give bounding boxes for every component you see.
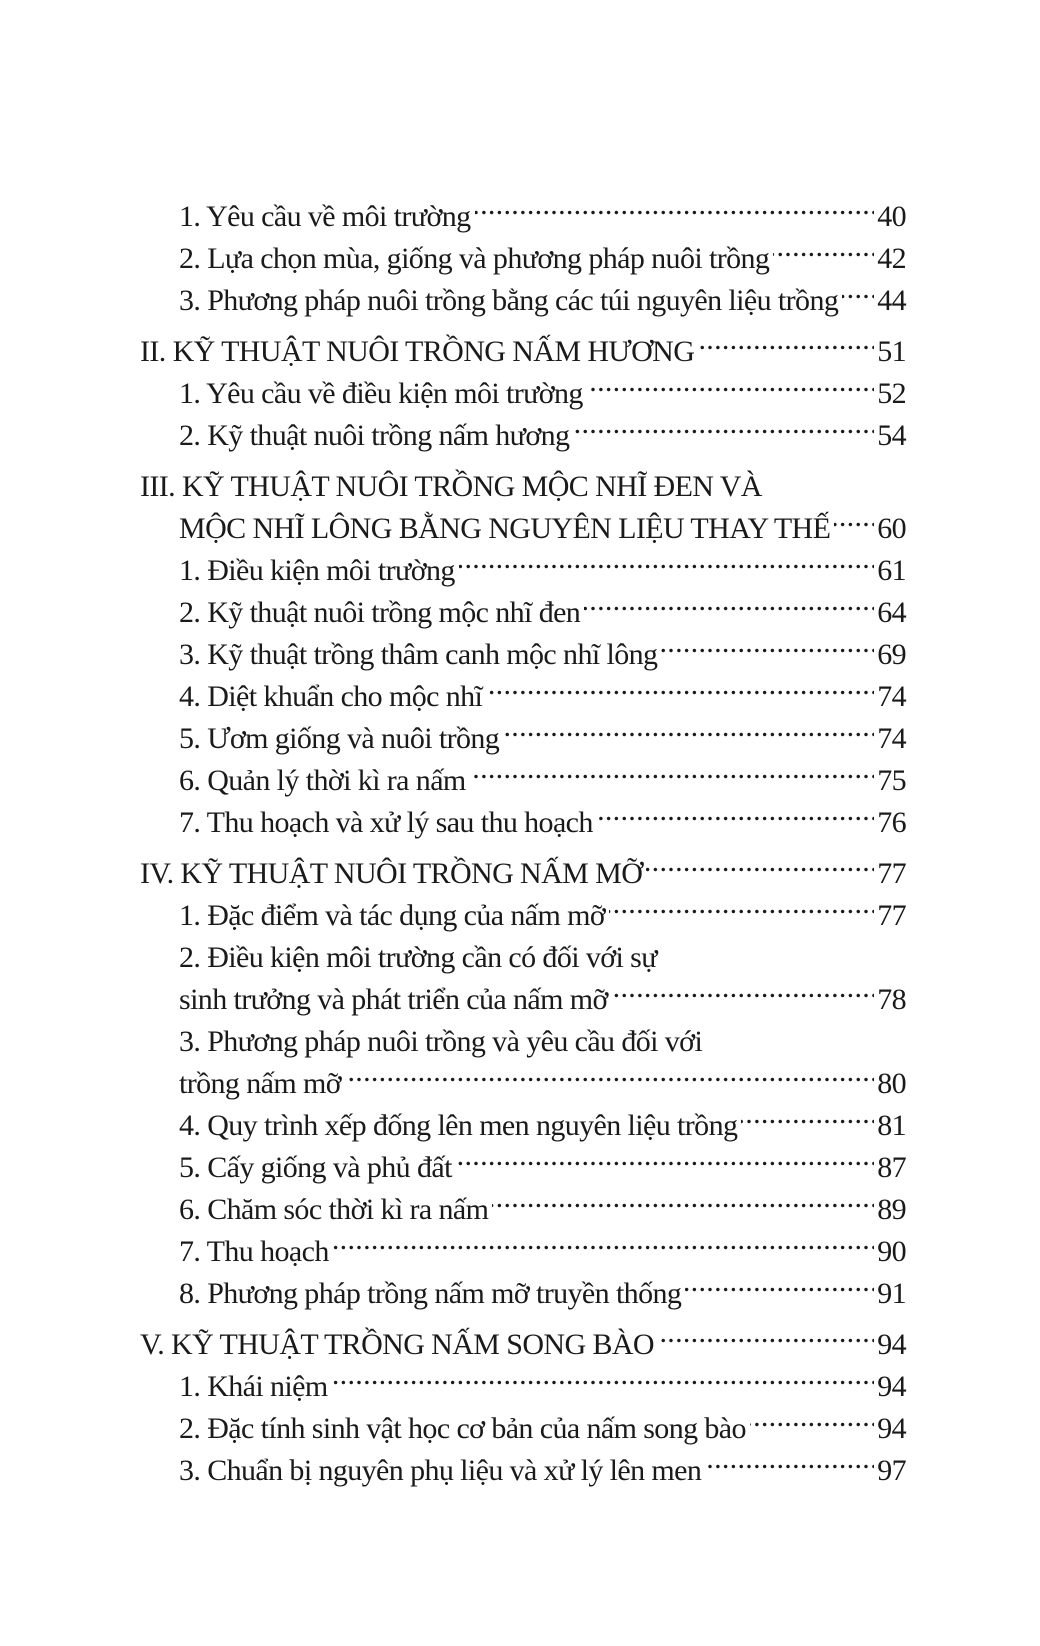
dot-leader (773, 238, 874, 268)
toc-entry-page: 74 (877, 680, 906, 713)
dot-leader (459, 550, 874, 580)
toc-entry-page: 74 (877, 722, 906, 755)
dot-leader (584, 592, 874, 622)
toc-section-heading[interactable] (140, 466, 906, 508)
toc-section-title: IV. KỸ THUẬT NUÔI TRỒNG NẤM MỠ (140, 857, 643, 890)
toc-section-heading-continuation[interactable] (140, 508, 906, 550)
toc-entry-title: sinh trưởng và phát triển của nấm mỡ (179, 983, 608, 1016)
toc-section-title: III. KỸ THUẬT NUÔI TRỒNG MỘC NHĨ ĐEN VÀ (140, 470, 762, 503)
toc-entry-page: 77 (877, 899, 906, 932)
toc-entry-title: trồng nấm mỡ (179, 1067, 341, 1100)
dot-leader (741, 1105, 874, 1135)
toc-entry-page: 91 (877, 1277, 906, 1310)
toc-entry-title: 4. Quy trình xếp đống lên men nguyên liệu trồng (179, 1109, 738, 1142)
toc-entry-page: 90 (877, 1235, 906, 1268)
toc-entry-page: 94 (877, 1328, 906, 1361)
dot-leader (661, 634, 874, 664)
toc-entry-title: 2. Đặc tính sinh vật học cơ bản của nấm song bào (179, 1412, 746, 1445)
dot-leader (646, 853, 874, 883)
toc-entry-title: 1. Yêu cầu về điều kiện môi trường (179, 377, 583, 410)
toc-entry[interactable] (140, 1231, 906, 1273)
toc-entry-title: 6. Quản lý thời kì ra nấm (179, 764, 466, 797)
toc-entry-page: 44 (877, 284, 906, 317)
toc-entry[interactable] (140, 676, 906, 718)
toc-entry[interactable] (140, 760, 906, 802)
toc-entry-page: 52 (877, 377, 906, 410)
toc-entry-page: 60 (877, 512, 906, 545)
toc-entry-page: 75 (877, 764, 906, 797)
toc-entry-title: 2. Kỹ thuật nuôi trồng mộc nhĩ đen (179, 596, 581, 629)
toc-entry-page: 61 (877, 554, 906, 587)
toc-entry-title: 4. Diệt khuẩn cho mộc nhĩ (179, 680, 483, 713)
toc-entry[interactable] (140, 1366, 906, 1408)
toc-entry[interactable] (140, 1408, 906, 1450)
toc-entry[interactable] (140, 373, 906, 415)
toc-entry-title: 7. Thu hoạch (179, 1235, 329, 1268)
dot-leader (573, 415, 874, 445)
toc-entry[interactable] (140, 1021, 906, 1063)
dot-leader (503, 718, 874, 748)
toc-entry-title: 3. Phương pháp nuôi trồng và yêu cầu đối với (179, 1025, 703, 1058)
dot-leader (486, 676, 874, 706)
toc-section-title: II. KỸ THUẬT NUÔI TRỒNG NẤM HƯƠNG (140, 335, 695, 368)
toc-entry-page: 54 (877, 419, 906, 452)
dot-leader (834, 508, 874, 538)
toc-entry[interactable] (140, 634, 906, 676)
dot-leader (332, 1366, 874, 1396)
toc-entry[interactable] (140, 718, 906, 760)
dot-leader (842, 280, 874, 310)
toc-entry-title: 2. Lựa chọn mùa, giống và phương pháp nuôi trồng (179, 242, 770, 275)
toc-entry[interactable] (140, 802, 906, 844)
toc-entry-title: 1. Khái niệm (179, 1370, 328, 1403)
toc-entry[interactable] (140, 592, 906, 634)
toc-entry[interactable] (140, 1105, 906, 1147)
toc-entry-page: 94 (877, 1412, 906, 1445)
toc-entry-page: 94 (877, 1370, 906, 1403)
dot-leader (705, 1450, 874, 1480)
dot-leader (597, 802, 874, 832)
toc-entry-page: 81 (877, 1109, 906, 1142)
toc-entry-page: 40 (877, 200, 906, 233)
toc-section-heading[interactable] (140, 1324, 906, 1366)
toc-entry[interactable] (140, 937, 906, 979)
toc-entry-title: 3. Chuẩn bị nguyên phụ liệu và xử lý lên men (179, 1454, 702, 1487)
toc-section-heading[interactable] (140, 853, 906, 895)
dot-leader (333, 1231, 874, 1261)
toc-entry-page: 80 (877, 1067, 906, 1100)
toc-entry-title: 6. Chăm sóc thời kì ra nấm (179, 1193, 489, 1226)
toc-section-title: MỘC NHĨ LÔNG BẰNG NGUYÊN LIỆU THAY THẾ (179, 512, 831, 545)
toc-entry-page: 77 (877, 857, 906, 890)
dot-leader (492, 1189, 874, 1219)
toc-entry-title: 3. Kỹ thuật trồng thâm canh mộc nhĩ lông (179, 638, 658, 671)
dot-leader (470, 760, 874, 790)
toc-entry[interactable] (140, 415, 906, 457)
toc-entry[interactable] (140, 238, 906, 280)
toc-entry-continuation[interactable] (140, 979, 906, 1021)
toc-entry-page: 64 (877, 596, 906, 629)
toc-entry-page: 78 (877, 983, 906, 1016)
dot-leader (475, 196, 874, 226)
toc-entry[interactable] (140, 550, 906, 592)
dot-leader (587, 373, 874, 403)
toc-entry[interactable] (140, 1450, 906, 1492)
dot-leader (750, 1408, 874, 1438)
toc-entry-continuation[interactable] (140, 1063, 906, 1105)
toc-entry-title: 5. Cấy giống và phủ đất (179, 1151, 452, 1184)
dot-leader (345, 1063, 874, 1093)
toc-entry-page: 89 (877, 1193, 906, 1226)
toc-section-title: V. KỸ THUẬT TRỒNG NẤM SONG BÀO (140, 1328, 655, 1361)
dot-leader (698, 331, 874, 361)
toc-entry-title: 1. Đặc điểm và tác dụng của nấm mỡ (179, 899, 606, 932)
toc-entry[interactable] (140, 280, 906, 322)
dot-leader (685, 1273, 874, 1303)
toc-entry-page: 97 (877, 1454, 906, 1487)
toc-entry-title: 3. Phương pháp nuôi trồng bằng các túi nguyên liệu trồng (179, 284, 839, 317)
table-of-contents (140, 196, 906, 1492)
dot-leader (612, 979, 874, 1009)
toc-entry[interactable] (140, 1273, 906, 1315)
toc-entry-title: 7. Thu hoạch và xử lý sau thu hoạch (179, 806, 593, 839)
toc-entry-page: 51 (877, 335, 906, 368)
dot-leader (658, 1324, 874, 1354)
toc-entry[interactable] (140, 196, 906, 238)
dot-leader (456, 1147, 874, 1177)
toc-entry-title: 8. Phương pháp trồng nấm mỡ truyền thống (179, 1277, 682, 1310)
toc-entry-title: 2. Kỹ thuật nuôi trồng nấm hương (179, 419, 570, 452)
toc-entry-title: 1. Yêu cầu về môi trường (179, 200, 471, 233)
toc-entry[interactable] (140, 1147, 906, 1189)
toc-entry-page: 69 (877, 638, 906, 671)
toc-entry-title: 1. Điều kiện môi trường (179, 554, 455, 587)
toc-entry[interactable] (140, 895, 906, 937)
toc-entry-title: 2. Điều kiện môi trường cần có đối với sự (179, 941, 657, 974)
toc-section-heading[interactable] (140, 331, 906, 373)
toc-entry-page: 87 (877, 1151, 906, 1184)
toc-entry-page: 76 (877, 806, 906, 839)
toc-entry-page: 42 (877, 242, 906, 275)
dot-leader (609, 895, 874, 925)
toc-entry-title: 5. Ươm giống và nuôi trồng (179, 722, 500, 755)
toc-entry[interactable] (140, 1189, 906, 1231)
